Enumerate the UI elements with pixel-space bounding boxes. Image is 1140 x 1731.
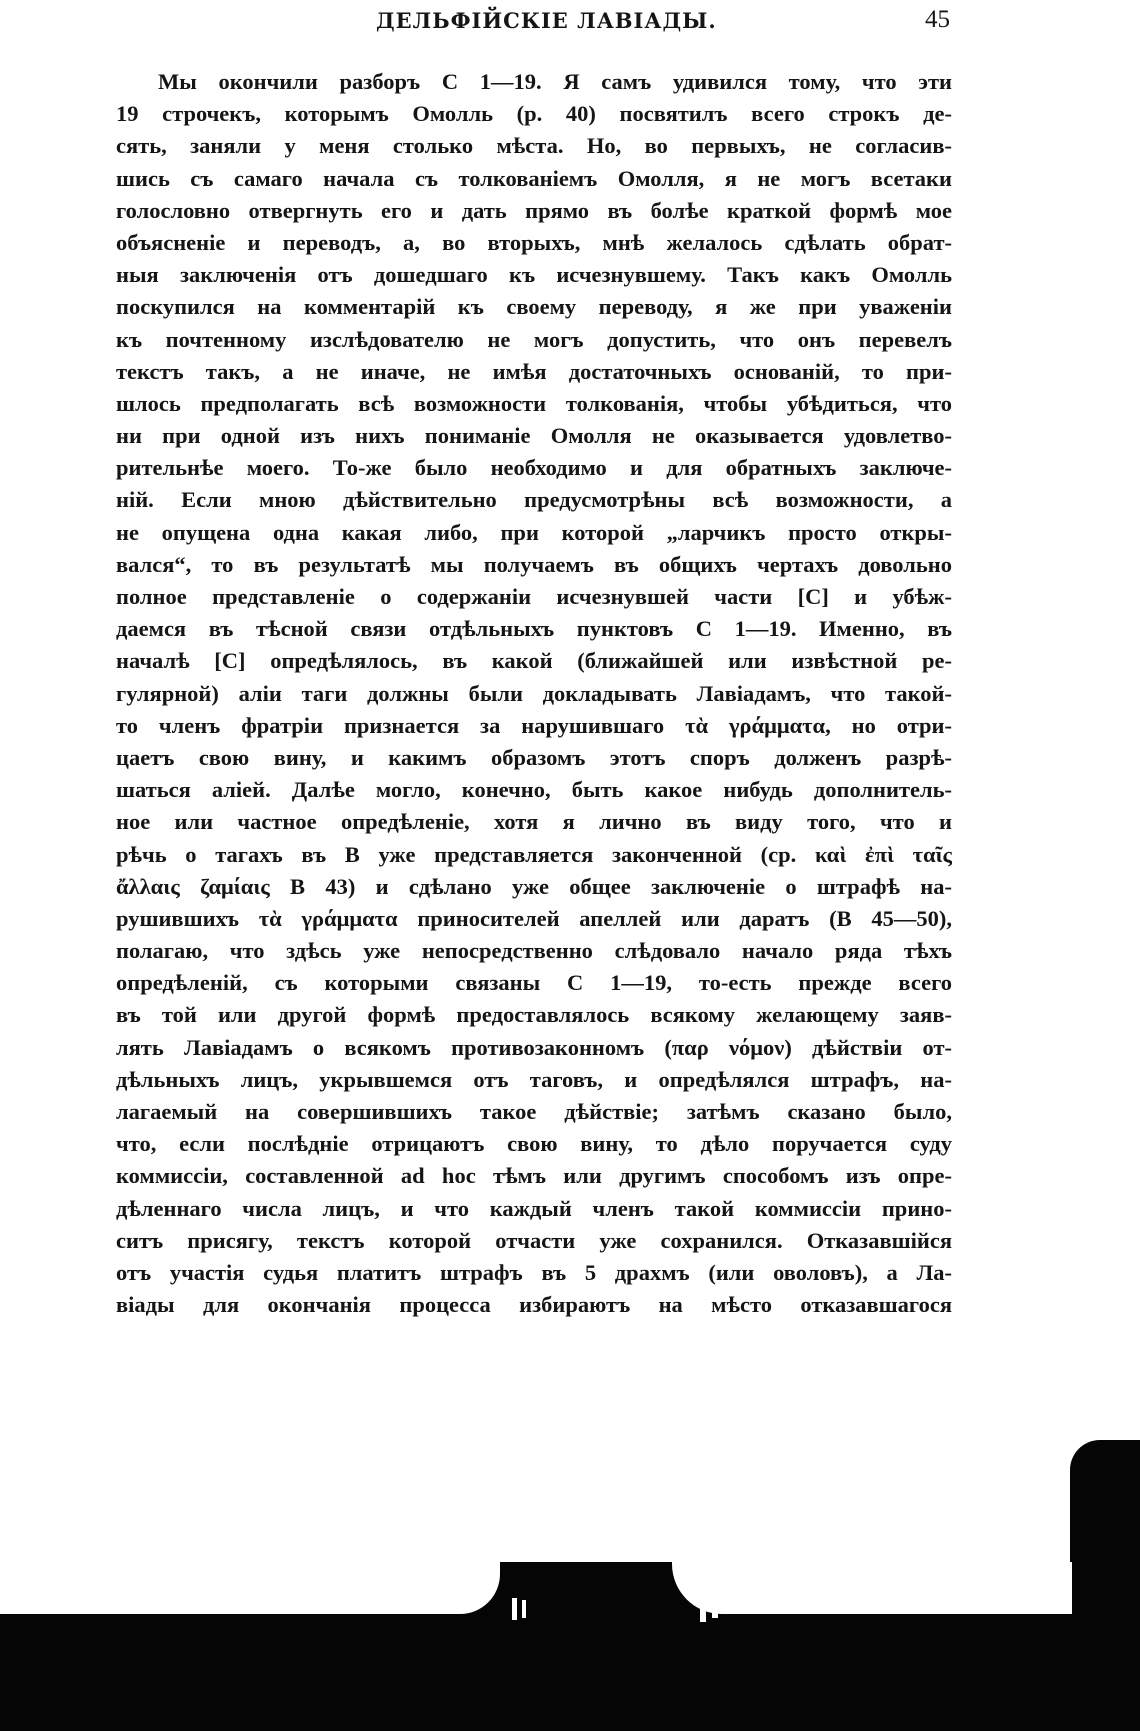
text-line: рительнѣе моего. То-же было необходимо и для обратныхъ заключе- <box>116 455 952 481</box>
text-line: дѣльныхъ лицъ, укрывшемся отъ таговъ, и опредѣлялся штрафъ, на- <box>116 1066 952 1092</box>
scan-artifact <box>512 1598 517 1620</box>
text-line: Мы окончили разборъ С 1—19. Я самъ удивился тому, что эти <box>158 69 952 94</box>
text-line: рѣчь о тагахъ въ В уже представляется законченной (ср. καὶ ἐπὶ ταῖς <box>116 841 952 867</box>
running-title: ДЕЛЬФІЙСКІЕ ЛАВІАДЫ. <box>376 8 717 33</box>
page-header <box>118 6 950 40</box>
text-line: лять Лавіадамъ о всякомъ противозаконномъ (παρ νόμον) дѣйствіи от- <box>116 1034 952 1060</box>
text-line: віады для окончанія процесса избираютъ на мѣсто отказавшагося <box>116 1292 952 1318</box>
text-line: къ почтенному изслѣдователю не могъ допустить, что онъ перевелъ <box>116 326 952 352</box>
text-line: ній. Если мною дѣйствительно предусмотрѣны всѣ возможности, а <box>116 487 952 513</box>
scan-artifact <box>522 1600 526 1618</box>
text-line: даемся въ тѣсной связи отдѣльныхъ пунктовъ С 1—19. Именно, въ <box>116 616 952 642</box>
text-line: то членъ фратріи признается за нарушившаго τὰ γράμματα, но отри- <box>116 712 952 738</box>
text-line: цаетъ свою вину, и какимъ образомъ этотъ споръ долженъ разрѣ- <box>116 744 952 770</box>
text-line: ное или частное опредѣленіе, хотя я лично въ виду того, что и <box>116 809 952 835</box>
text-line: вался“, то въ результатѣ мы получаемъ въ общихъ чертахъ довольно <box>116 551 952 577</box>
text-line: дѣленнаго числа лицъ, и что каждый членъ такой коммиссіи прино- <box>116 1195 952 1221</box>
text-line: шаться аліей. Далѣе могло, конечно, быть какое нибудь дополнитель- <box>116 777 952 803</box>
text-line: голословно отвергнуть его и дать прямо въ болѣе краткой формѣ мое <box>116 197 952 223</box>
scan-edge-notch <box>0 1562 500 1614</box>
text-line: шись съ самаго начала съ толкованіемъ Омолля, я не могъ всетаки <box>116 165 952 191</box>
text-line: текстъ такъ, а не иначе, не имѣя достаточныхъ основаній, то при- <box>116 358 952 384</box>
text-line: поскупился на комментарій къ своему переводу, я же при уваженіи <box>116 294 952 320</box>
text-line: 19 строчекъ, которымъ Омолль (р. 40) посвятилъ всего строкъ де- <box>116 101 952 127</box>
scan-page-corner <box>1070 1440 1140 1570</box>
text-line: что, если послѣдніе отрицаютъ свою вину, то дѣло поручается суду <box>116 1131 952 1157</box>
text-line: сять, заняли у меня столько мѣста. Но, во первыхъ, не согласив- <box>116 133 952 159</box>
text-line: въ той или другой формѣ предоставлялось всякому желающему заяв- <box>116 1002 952 1028</box>
scan-artifact <box>700 1598 706 1622</box>
text-line: шлось предполагать всѣ возможности толкованія, чтобы убѣдиться, что <box>116 390 952 416</box>
text-line: ни при одной изъ нихъ пониманіе Омолля не оказывается удовлетво- <box>116 423 952 449</box>
text-line: началѣ [С] опредѣлялось, въ какой (ближайшей или извѣстной ре- <box>116 648 952 674</box>
page-number: 45 <box>925 6 950 33</box>
body-text <box>116 66 952 1321</box>
text-line: не опущена одна какая либо, при которой „ларчикъ просто откры- <box>116 519 952 545</box>
text-line: коммиссіи, составленной ad hoc тѣмъ или другимъ способомъ изъ опре- <box>116 1163 952 1189</box>
text-line: опредѣленій, съ которыми связаны С 1—19, то-есть прежде всего <box>116 970 952 996</box>
text-line: объясненіе и переводъ, а, во вторыхъ, мнѣ желалось сдѣлать обрат- <box>116 229 952 255</box>
text-line: полное представленіе о содержаніи исчезнувшей части [С] и убѣж- <box>116 584 952 609</box>
scan-artifact <box>712 1604 718 1618</box>
text-line: ситъ присягу, текстъ которой отчасти уже сохранился. Отказавшійся <box>116 1227 952 1253</box>
text-line: гулярной) аліи таги должны были докладывать Лавіадамъ, что такой- <box>116 680 952 706</box>
text-line: ныя заключенія отъ дошедшаго къ исчезнувшему. Такъ какъ Омолль <box>116 262 952 288</box>
text-line: ἄλλαις ζαμίαις В 43) и сдѣлано уже общее заключеніе о штрафѣ на- <box>116 873 952 899</box>
text-line: отъ участія судья платитъ штрафъ въ 5 драхмъ (или оволовъ), а Ла- <box>116 1259 952 1285</box>
text-line: рушившихъ τὰ γράμματα приносителей апеллей или даратъ (В 45—50), <box>116 905 952 931</box>
scan-edge-notch <box>672 1562 1072 1614</box>
text-line: полагаю, что здѣсь уже непосредственно слѣдовало начало ряда тѣхъ <box>116 938 952 964</box>
text-line: лагаемый на совершившихъ такое дѣйствіе; затѣмъ сказано было, <box>116 1099 952 1124</box>
